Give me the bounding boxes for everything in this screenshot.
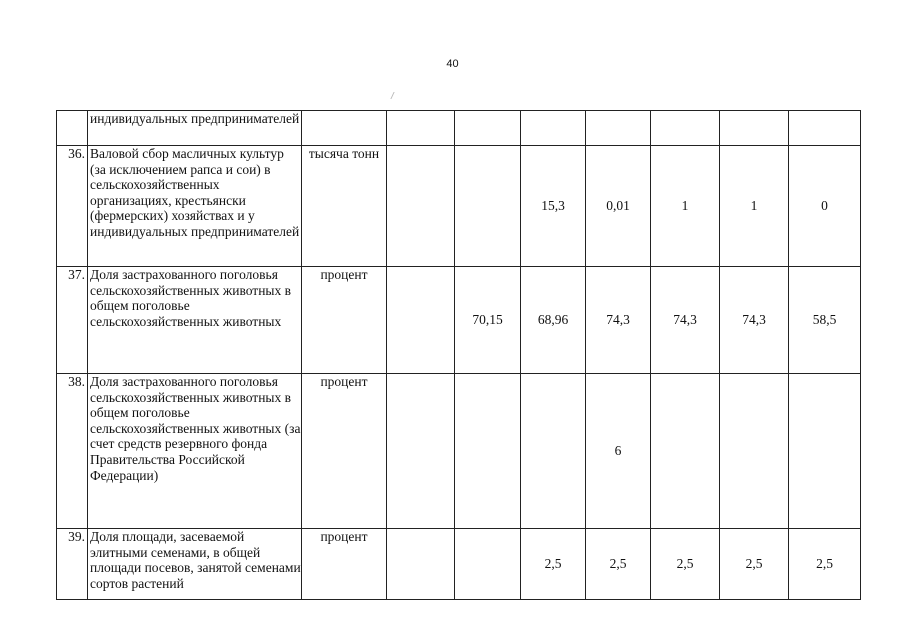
value-cell	[521, 374, 586, 529]
value-cell: 15,3	[521, 146, 586, 267]
indicator-name: Доля застрахованного поголовья сельскохозяйственных животных в общем поголовье сельскохозяйственных животных (за счет средств резервного фонда Правительства Российской Федерации)	[88, 374, 302, 529]
row-number: 37.	[57, 267, 88, 374]
value-cell	[720, 374, 789, 529]
value-cell	[455, 529, 521, 600]
indicator-name: Валовой сбор масличных культур (за исключением рапса и сои) в сельскохозяйственных организациях, крестьянски (фермерских) хозяйствах и у индивидуальных предпринимателей	[88, 146, 302, 267]
value-cell	[455, 111, 521, 146]
value-cell	[789, 111, 861, 146]
scan-mark	[390, 92, 400, 99]
value-cell: 2,5	[586, 529, 651, 600]
table-row	[57, 529, 861, 600]
page-number: 40	[446, 58, 459, 70]
indicator-name: индивидуальных предпринимателей	[88, 111, 302, 146]
value-cell: 58,5	[789, 267, 861, 374]
unit-cell: процент	[302, 267, 387, 374]
unit-cell: процент	[302, 529, 387, 600]
value-cell	[455, 146, 521, 267]
unit-cell: процент	[302, 374, 387, 529]
value-cell	[521, 111, 586, 146]
unit-cell: тысяча тонн	[302, 146, 387, 267]
value-cell: 70,15	[455, 267, 521, 374]
unit-cell	[302, 111, 387, 146]
value-cell: 0	[789, 146, 861, 267]
indicators-table	[56, 110, 861, 600]
value-cell	[651, 374, 720, 529]
value-cell	[720, 111, 789, 146]
table-row	[57, 374, 861, 529]
row-number: 36.	[57, 146, 88, 267]
indicator-name: Доля площади, засеваемой элитными семенами, в общей площади посевов, занятой семенами сортов растений	[88, 529, 302, 600]
row-number: 39.	[57, 529, 88, 600]
table-row	[57, 146, 861, 267]
value-cell: 0,01	[586, 146, 651, 267]
table-row	[57, 111, 861, 146]
value-cell	[789, 374, 861, 529]
indicator-name: Доля застрахованного поголовья сельскохозяйственных животных в общем поголовье сельскохозяйственных животных	[88, 267, 302, 374]
value-cell: 6	[586, 374, 651, 529]
value-cell	[387, 267, 455, 374]
value-cell	[586, 111, 651, 146]
table-row	[57, 267, 861, 374]
value-cell	[455, 374, 521, 529]
value-cell: 2,5	[521, 529, 586, 600]
value-cell: 74,3	[651, 267, 720, 374]
value-cell: 74,3	[586, 267, 651, 374]
value-cell	[651, 111, 720, 146]
value-cell: 74,3	[720, 267, 789, 374]
row-number	[57, 111, 88, 146]
value-cell	[387, 111, 455, 146]
value-cell: 2,5	[651, 529, 720, 600]
value-cell: 2,5	[720, 529, 789, 600]
value-cell: 1	[651, 146, 720, 267]
value-cell: 68,96	[521, 267, 586, 374]
value-cell	[387, 146, 455, 267]
value-cell: 1	[720, 146, 789, 267]
value-cell	[387, 374, 455, 529]
value-cell: 2,5	[789, 529, 861, 600]
row-number: 38.	[57, 374, 88, 529]
value-cell	[387, 529, 455, 600]
